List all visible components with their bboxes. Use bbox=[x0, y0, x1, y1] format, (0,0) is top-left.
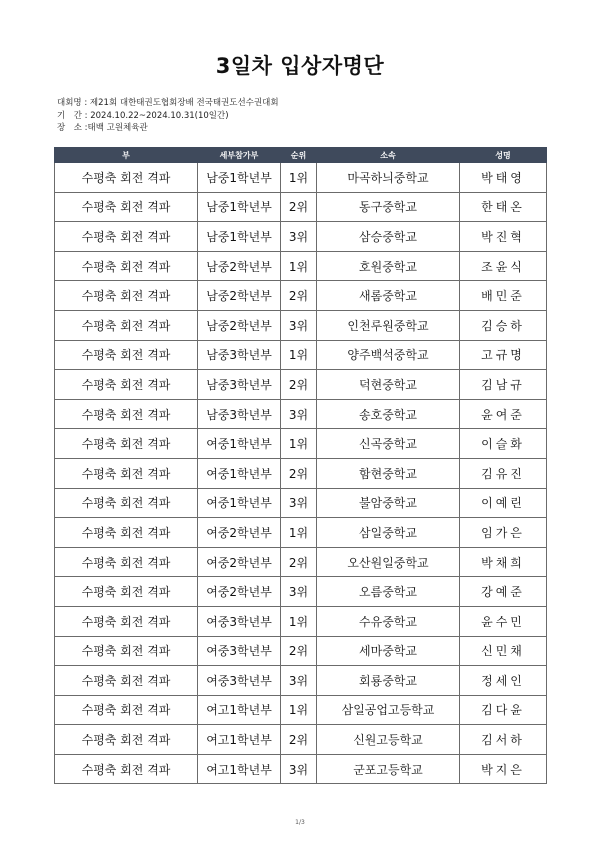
cell-rank: 3위 bbox=[281, 488, 317, 518]
cell-name: 김다윤 bbox=[460, 695, 547, 725]
cell-division: 수평축 회전 격파 bbox=[55, 251, 198, 281]
cell-division: 수평축 회전 격파 bbox=[55, 222, 198, 252]
cell-name: 박진혁 bbox=[460, 222, 547, 252]
cell-affiliation: 송호중학교 bbox=[317, 399, 460, 429]
cell-sub-division: 여고1학년부 bbox=[198, 725, 281, 755]
cell-affiliation: 오름중학교 bbox=[317, 577, 460, 607]
cell-affiliation: 삼승중학교 bbox=[317, 222, 460, 252]
cell-sub-division: 여중2학년부 bbox=[198, 547, 281, 577]
cell-name: 이예린 bbox=[460, 488, 547, 518]
cell-rank: 2위 bbox=[281, 636, 317, 666]
cell-affiliation: 회룡중학교 bbox=[317, 666, 460, 696]
cell-division: 수평축 회전 격파 bbox=[55, 163, 198, 193]
cell-division: 수평축 회전 격파 bbox=[55, 192, 198, 222]
cell-sub-division: 남중3학년부 bbox=[198, 340, 281, 370]
cell-affiliation: 불암중학교 bbox=[317, 488, 460, 518]
table-row bbox=[55, 458, 547, 488]
cell-sub-division: 남중3학년부 bbox=[198, 370, 281, 400]
cell-affiliation: 신곡중학교 bbox=[317, 429, 460, 459]
table-row bbox=[55, 606, 547, 636]
cell-division: 수평축 회전 격파 bbox=[55, 577, 198, 607]
cell-name: 박채희 bbox=[460, 547, 547, 577]
cell-division: 수평축 회전 격파 bbox=[55, 606, 198, 636]
cell-rank: 2위 bbox=[281, 281, 317, 311]
period-value: 2024.10.22~2024.10.31(10일간) bbox=[90, 110, 229, 121]
table-row bbox=[55, 577, 547, 607]
cell-rank: 3위 bbox=[281, 666, 317, 696]
cell-division: 수평축 회전 격파 bbox=[55, 340, 198, 370]
cell-division: 수평축 회전 격파 bbox=[55, 310, 198, 340]
cell-name: 한태온 bbox=[460, 192, 547, 222]
table-row bbox=[55, 429, 547, 459]
cell-division: 수평축 회전 격파 bbox=[55, 547, 198, 577]
cell-rank: 1위 bbox=[281, 429, 317, 459]
cell-rank: 2위 bbox=[281, 192, 317, 222]
cell-sub-division: 남중1학년부 bbox=[198, 192, 281, 222]
table-row bbox=[55, 163, 547, 193]
venue-row: 장 소 :태백 고원체육관 bbox=[57, 123, 148, 133]
cell-name: 윤수민 bbox=[460, 606, 547, 636]
cell-affiliation: 삼일중학교 bbox=[317, 518, 460, 548]
table-row bbox=[55, 399, 547, 429]
cell-sub-division: 여중2학년부 bbox=[198, 518, 281, 548]
results-table bbox=[54, 147, 547, 784]
cell-name: 김남규 bbox=[460, 370, 547, 400]
competition-name-row: 대회명 : 제21회 대한태권도협회장배 전국태권도선수권대회 bbox=[57, 98, 279, 108]
cell-affiliation: 신원고등학교 bbox=[317, 725, 460, 755]
cell-name: 임가은 bbox=[460, 518, 547, 548]
cell-sub-division: 여중3학년부 bbox=[198, 606, 281, 636]
period-label: 기 간 bbox=[57, 110, 82, 121]
cell-affiliation: 마곡하늬중학교 bbox=[317, 163, 460, 193]
page-number: 1/3 bbox=[295, 819, 305, 826]
table-row bbox=[55, 222, 547, 252]
cell-rank: 2위 bbox=[281, 458, 317, 488]
cell-sub-division: 여고1학년부 bbox=[198, 695, 281, 725]
cell-name: 배민준 bbox=[460, 281, 547, 311]
cell-rank: 1위 bbox=[281, 606, 317, 636]
cell-division: 수평축 회전 격파 bbox=[55, 429, 198, 459]
table-row bbox=[55, 370, 547, 400]
cell-name: 박지은 bbox=[460, 754, 547, 784]
cell-rank: 1위 bbox=[281, 251, 317, 281]
cell-division: 수평축 회전 격파 bbox=[55, 695, 198, 725]
competition-name-label: 대회명 bbox=[57, 98, 82, 108]
cell-affiliation: 삼일공업고등학교 bbox=[317, 695, 460, 725]
cell-sub-division: 여중1학년부 bbox=[198, 488, 281, 518]
cell-rank: 3위 bbox=[281, 399, 317, 429]
cell-sub-division: 남중1학년부 bbox=[198, 163, 281, 193]
cell-sub-division: 남중2학년부 bbox=[198, 281, 281, 311]
cell-sub-division: 여중3학년부 bbox=[198, 636, 281, 666]
header-division: 부 bbox=[55, 148, 198, 163]
cell-rank: 1위 bbox=[281, 163, 317, 193]
cell-sub-division: 여중3학년부 bbox=[198, 666, 281, 696]
cell-sub-division: 남중2학년부 bbox=[198, 251, 281, 281]
cell-affiliation: 새롬중학교 bbox=[317, 281, 460, 311]
table-header-row bbox=[55, 148, 547, 163]
cell-division: 수평축 회전 격파 bbox=[55, 370, 198, 400]
table-row bbox=[55, 488, 547, 518]
table-row bbox=[55, 754, 547, 784]
cell-affiliation: 호원중학교 bbox=[317, 251, 460, 281]
cell-name: 김유진 bbox=[460, 458, 547, 488]
cell-division: 수평축 회전 격파 bbox=[55, 458, 198, 488]
cell-rank: 1위 bbox=[281, 695, 317, 725]
table-row bbox=[55, 310, 547, 340]
cell-name: 김서하 bbox=[460, 725, 547, 755]
cell-rank: 3위 bbox=[281, 222, 317, 252]
cell-rank: 1위 bbox=[281, 518, 317, 548]
cell-rank: 1위 bbox=[281, 340, 317, 370]
competition-name-value: 제21회 대한태권도협회장배 전국태권도선수권대회 bbox=[89, 98, 279, 108]
header-name: 성명 bbox=[460, 148, 547, 163]
cell-name: 박태영 bbox=[460, 163, 547, 193]
cell-rank: 2위 bbox=[281, 725, 317, 755]
results-table-body bbox=[55, 163, 547, 784]
table-row bbox=[55, 636, 547, 666]
cell-affiliation: 동구중학교 bbox=[317, 192, 460, 222]
cell-sub-division: 여중1학년부 bbox=[198, 429, 281, 459]
table-row bbox=[55, 251, 547, 281]
cell-division: 수평축 회전 격파 bbox=[55, 725, 198, 755]
cell-affiliation: 오산원일중학교 bbox=[317, 547, 460, 577]
cell-name: 신민채 bbox=[460, 636, 547, 666]
venue-value: 태백 고원체육관 bbox=[87, 123, 148, 133]
cell-name: 김승하 bbox=[460, 310, 547, 340]
cell-name: 고규명 bbox=[460, 340, 547, 370]
cell-affiliation: 수유중학교 bbox=[317, 606, 460, 636]
cell-rank: 3위 bbox=[281, 754, 317, 784]
cell-affiliation: 덕현중학교 bbox=[317, 370, 460, 400]
cell-division: 수평축 회전 격파 bbox=[55, 636, 198, 666]
cell-name: 조윤식 bbox=[460, 251, 547, 281]
cell-division: 수평축 회전 격파 bbox=[55, 281, 198, 311]
cell-rank: 2위 bbox=[281, 547, 317, 577]
cell-name: 정세인 bbox=[460, 666, 547, 696]
cell-division: 수평축 회전 격파 bbox=[55, 754, 198, 784]
cell-rank: 2위 bbox=[281, 370, 317, 400]
page-title: 3일차 입상자명단 bbox=[215, 54, 385, 78]
table-row bbox=[55, 518, 547, 548]
table-row bbox=[55, 725, 547, 755]
cell-sub-division: 남중2학년부 bbox=[198, 310, 281, 340]
cell-division: 수평축 회전 격파 bbox=[55, 518, 198, 548]
table-row bbox=[55, 666, 547, 696]
header-affiliation: 소속 bbox=[317, 148, 460, 163]
cell-sub-division: 여중2학년부 bbox=[198, 577, 281, 607]
cell-affiliation: 함현중학교 bbox=[317, 458, 460, 488]
cell-name: 이슬화 bbox=[460, 429, 547, 459]
venue-label: 장 소 bbox=[57, 123, 82, 133]
table-row bbox=[55, 695, 547, 725]
cell-division: 수평축 회전 격파 bbox=[55, 666, 198, 696]
cell-division: 수평축 회전 격파 bbox=[55, 399, 198, 429]
table-row bbox=[55, 340, 547, 370]
competition-info bbox=[57, 97, 279, 135]
cell-name: 윤여준 bbox=[460, 399, 547, 429]
table-row bbox=[55, 281, 547, 311]
cell-sub-division: 남중1학년부 bbox=[198, 222, 281, 252]
header-rank: 순위 bbox=[281, 148, 317, 163]
header-sub-division: 세부참가부 bbox=[198, 148, 281, 163]
cell-division: 수평축 회전 격파 bbox=[55, 488, 198, 518]
table-row bbox=[55, 192, 547, 222]
cell-name: 강예준 bbox=[460, 577, 547, 607]
cell-affiliation: 양주백석중학교 bbox=[317, 340, 460, 370]
table-row bbox=[55, 547, 547, 577]
cell-rank: 3위 bbox=[281, 310, 317, 340]
cell-affiliation: 세마중학교 bbox=[317, 636, 460, 666]
cell-sub-division: 여고1학년부 bbox=[198, 754, 281, 784]
period-row: 기 간 : 2024.10.22~2024.10.31(10일간) bbox=[57, 110, 229, 121]
cell-affiliation: 인천루원중학교 bbox=[317, 310, 460, 340]
cell-sub-division: 여중1학년부 bbox=[198, 458, 281, 488]
cell-rank: 3위 bbox=[281, 577, 317, 607]
cell-sub-division: 남중3학년부 bbox=[198, 399, 281, 429]
cell-affiliation: 군포고등학교 bbox=[317, 754, 460, 784]
